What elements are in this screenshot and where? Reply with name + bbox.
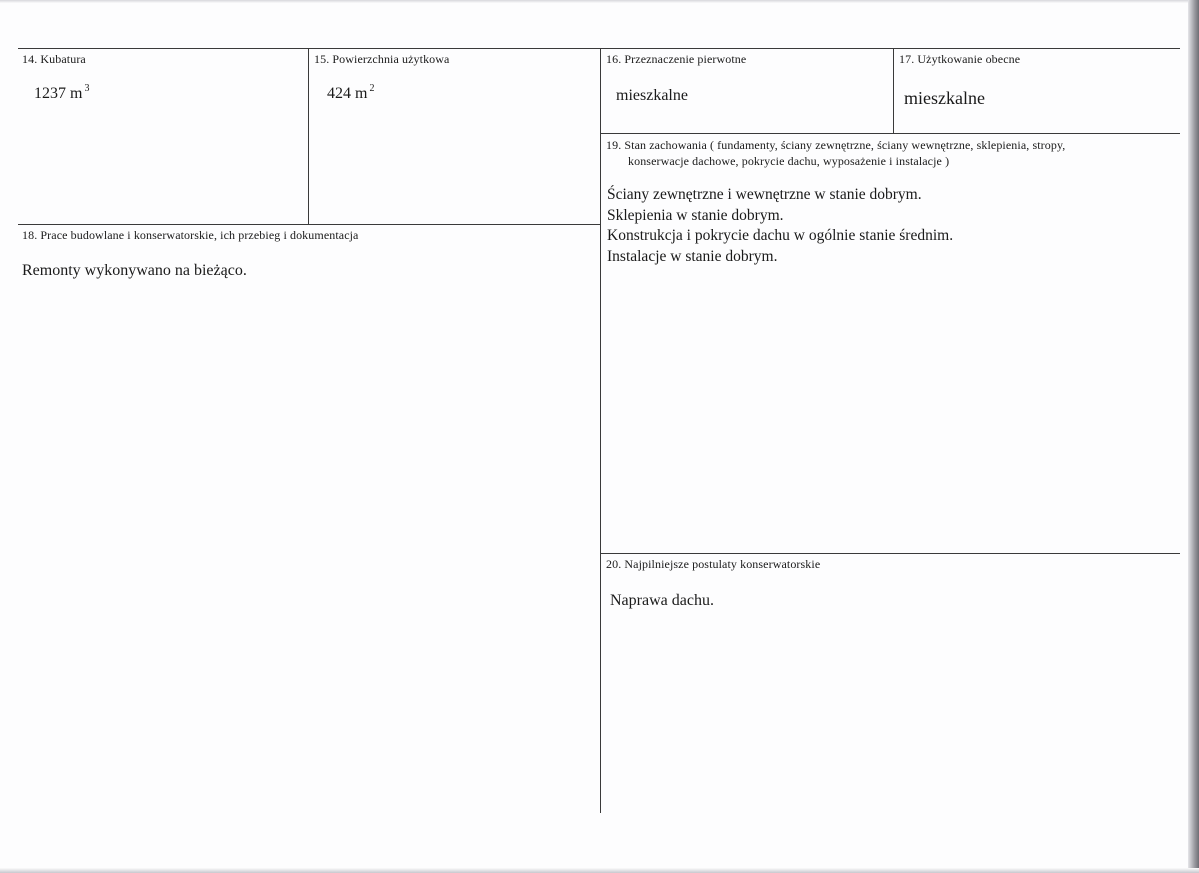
field-15-value-text: 424 m — [327, 85, 368, 102]
rule-18-top — [18, 224, 600, 225]
field-18-label: 18. Prace budowlane i konserwatorskie, ich przebieg i dokumentacja — [22, 228, 359, 242]
divider-center — [600, 48, 601, 813]
field-14-unit-exponent: 3 — [84, 83, 90, 94]
rule-19-top — [600, 133, 1180, 134]
top-rule — [18, 48, 1180, 49]
field-15-unit-exponent: 2 — [369, 83, 375, 94]
field-15-value — [327, 84, 374, 104]
page-edge-right — [1188, 0, 1199, 873]
field-19-content — [607, 185, 953, 267]
field-14-value-text: 1237 m — [34, 85, 83, 102]
field-15-label: 15. Powierzchnia użytkowa — [314, 52, 450, 66]
field-19-line: Konstrukcja i pokrycie dachu w ogólnie stanie średnim. — [607, 227, 954, 244]
field-20-label: 20. Najpilniejsze postulaty konserwatorskie — [606, 557, 821, 571]
field-19-line: Ściany zewnętrzne i wewnętrzne w stanie dobrym. — [607, 186, 922, 203]
field-16-value: mieszkalne — [616, 87, 688, 104]
field-17-label: 17. Użytkowanie obecne — [899, 52, 1021, 66]
divider-14-15 — [308, 48, 309, 224]
field-19-label-line-1: 19. Stan zachowania ( fundamenty, ściany zewnętrzne, ściany wewnętrzne, sklepienia, stropy, — [606, 138, 1066, 152]
rule-20-top — [600, 553, 1180, 554]
page-edge-top — [0, 0, 1199, 3]
field-14-label: 14. Kubatura — [22, 52, 86, 66]
field-20-value: Naprawa dachu. — [610, 592, 714, 609]
field-17-value: mieszkalne — [904, 88, 985, 108]
field-14-value — [34, 84, 89, 104]
page-edge-bottom — [0, 868, 1199, 873]
field-16-label: 16. Przeznaczenie pierwotne — [606, 52, 747, 66]
field-19-label-line-2: konserwacje dachowe, pokrycie dachu, wyposażenie i instalacje ) — [628, 154, 950, 168]
field-19-label — [606, 137, 1178, 169]
divider-16-17 — [893, 48, 894, 133]
field-19-line: Instalacje w stanie dobrym. — [607, 247, 778, 265]
field-18-value: Remonty wykonywano na bieżąco. — [22, 262, 247, 279]
field-19-line: Sklepienia w stanie dobrym. — [607, 206, 784, 224]
